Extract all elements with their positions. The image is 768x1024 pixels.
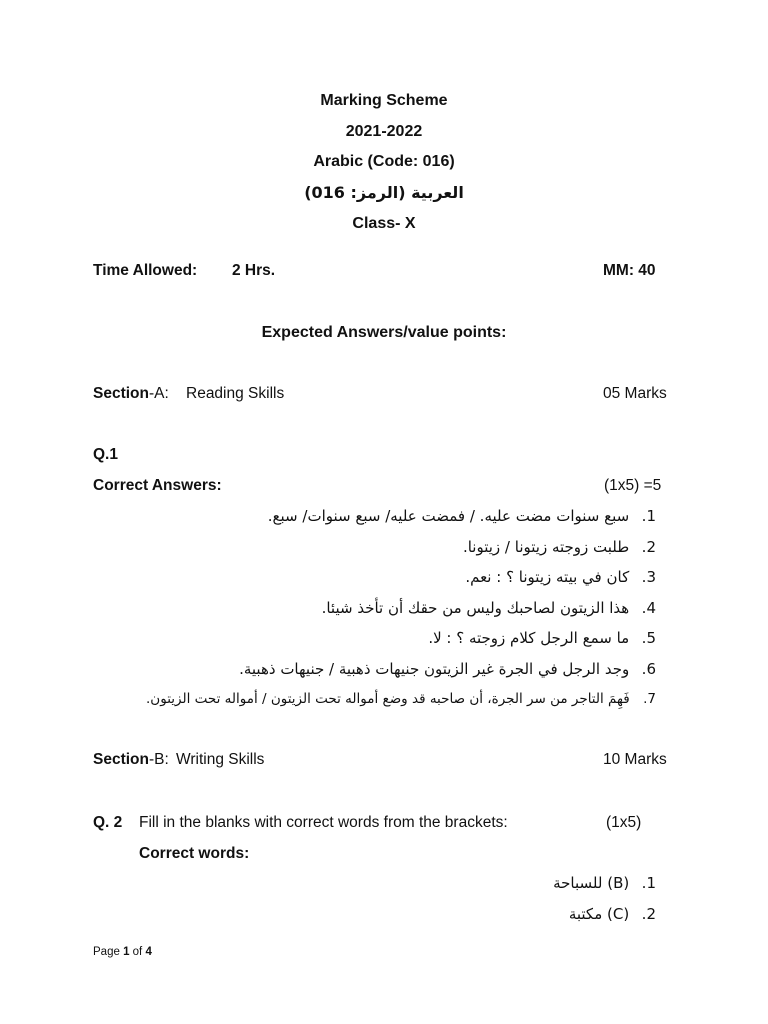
answer-text: مكتبة bbox=[568, 905, 603, 923]
q1-answer-4 bbox=[322, 599, 656, 617]
page-of: of bbox=[129, 946, 146, 958]
expected-answers-heading: Expected Answers/value points: bbox=[261, 324, 507, 341]
page-prefix: Page bbox=[93, 946, 124, 958]
answer-number: 5. bbox=[641, 629, 656, 647]
doc-title: Marking Scheme bbox=[320, 92, 448, 109]
section-a-label bbox=[93, 385, 169, 403]
answer-text: سبع سنوات مضت عليه. / فمضت عليه/ سبع سنوات/ سبع. bbox=[267, 507, 630, 525]
q1-answer-1 bbox=[268, 507, 656, 525]
doc-class: Class- X bbox=[352, 215, 416, 232]
answer-option: (B) bbox=[607, 874, 630, 892]
time-allowed-value: 2 Hrs. bbox=[232, 262, 276, 279]
answer-number: 7. bbox=[643, 691, 656, 707]
section-a-name: Reading Skills bbox=[186, 385, 285, 402]
answer-number: 6. bbox=[641, 660, 656, 678]
q1-answer-7 bbox=[146, 691, 656, 707]
answer-number: 3. bbox=[641, 568, 656, 586]
q2-instruction: Fill in the blanks with correct words from the brackets: bbox=[139, 814, 508, 831]
section-b-marks: 10 Marks bbox=[603, 751, 667, 768]
answer-text: ما سمع الرجل كلام زوجته ؟ : لا. bbox=[428, 629, 630, 647]
answer-text: كان في بيته زيتونا ؟ : نعم. bbox=[465, 568, 630, 586]
q1-answer-6 bbox=[239, 660, 656, 678]
answer-option: (C) bbox=[607, 905, 630, 923]
answer-number: 1. bbox=[641, 507, 656, 525]
page-number: 1 bbox=[123, 946, 130, 958]
answer-number: 1. bbox=[641, 874, 656, 892]
q1-answer-5 bbox=[428, 629, 656, 647]
q1-label: Q.1 bbox=[93, 446, 118, 463]
section-a-marks: 05 Marks bbox=[603, 385, 667, 402]
answer-text: للسباحة bbox=[553, 874, 603, 892]
doc-subject-arabic: العربية (الرمز: 016) bbox=[304, 183, 464, 202]
doc-subject: Arabic (Code: 016) bbox=[313, 153, 455, 170]
q1-answer-3 bbox=[465, 568, 656, 586]
doc-year: 2021-2022 bbox=[345, 123, 423, 140]
q2-correct-words-label: Correct words: bbox=[139, 845, 250, 862]
answer-text: فَهِمَ التاجر من سر الجرة، أن صاحبه قد وضع أمواله تحت الزيتون / أمواله تحت الزيتون. bbox=[146, 691, 630, 707]
q2-answer-2 bbox=[569, 905, 656, 923]
max-marks: MM: 40 bbox=[603, 262, 656, 279]
q1-scoring: (1x5) =5 bbox=[604, 477, 662, 494]
answer-number: 2. bbox=[641, 538, 656, 556]
answer-number: 4. bbox=[641, 599, 656, 617]
section-b-label-bold: Section bbox=[93, 751, 149, 768]
answer-text: هذا الزيتون لصاحبك وليس من حقك أن تأخذ شيئا. bbox=[321, 599, 630, 617]
section-b-label-rest: -B: bbox=[148, 751, 169, 768]
answer-text: وجد الرجل في الجرة غير الزيتون جنيهات ذهبية / جنيهات ذهبية. bbox=[239, 660, 630, 678]
q2-answer-1 bbox=[553, 874, 656, 892]
q2-label: Q. 2 bbox=[93, 814, 123, 831]
page-footer bbox=[93, 946, 152, 958]
q1-correct-answers-label: Correct Answers: bbox=[93, 477, 222, 494]
section-a-label-bold: Section bbox=[93, 385, 149, 402]
q2-scoring: (1x5) bbox=[606, 814, 642, 831]
time-allowed-label: Time Allowed: bbox=[93, 262, 198, 279]
answer-text: طلبت زوجته زيتونا / زيتونا. bbox=[462, 538, 630, 556]
section-a-label-rest: -A: bbox=[148, 385, 169, 402]
page-total: 4 bbox=[145, 946, 152, 958]
section-b-name: Writing Skills bbox=[176, 751, 265, 768]
q1-answer-2 bbox=[463, 538, 656, 556]
section-b-label bbox=[93, 751, 169, 769]
answer-number: 2. bbox=[641, 905, 656, 923]
